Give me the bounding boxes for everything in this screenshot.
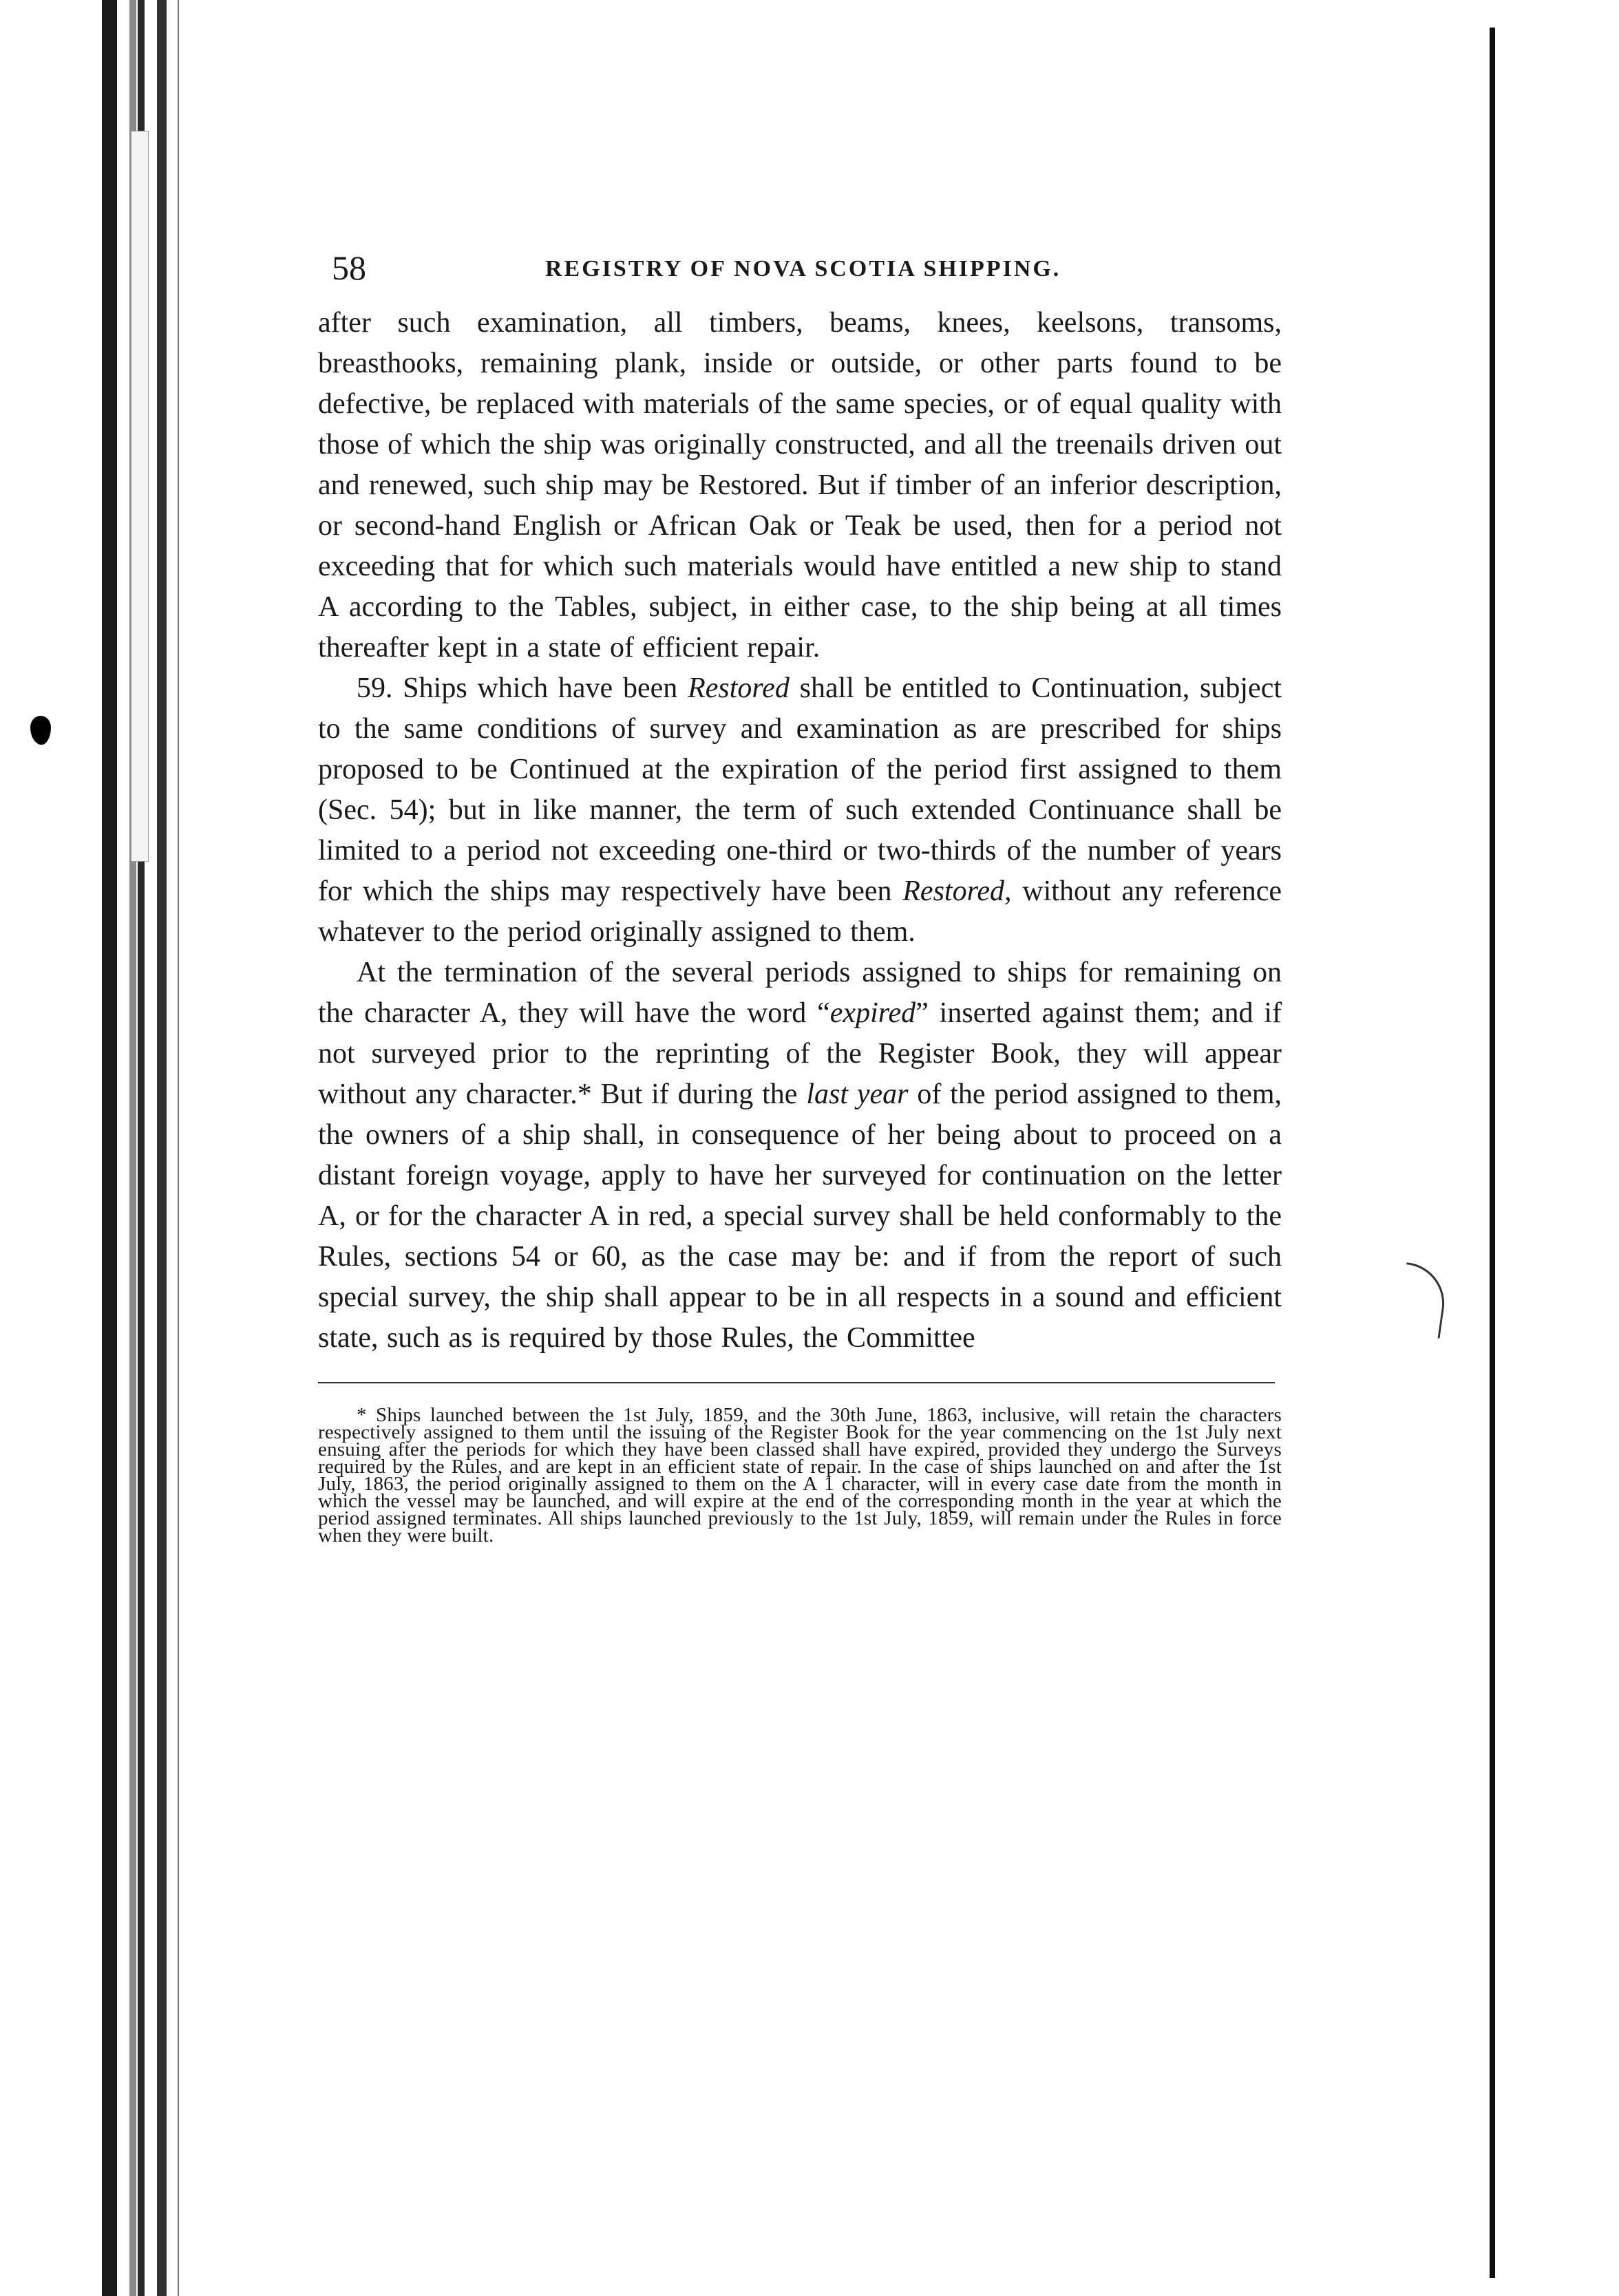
page-tab	[131, 131, 149, 862]
paragraph-text: 59. Ships which have been	[357, 672, 688, 704]
paragraph-section-59	[318, 668, 1282, 953]
italic-term: expired	[829, 997, 916, 1029]
paragraph-text: At the termination of the several periods assigned to ships for remaining on the character A, they will have the word “	[318, 957, 1282, 1029]
page-content	[318, 248, 1282, 1544]
right-page-edge	[1490, 28, 1495, 2278]
paragraph-text: after such examination, all timbers, beams, knees, keelsons, transoms, breasthooks, remaining plank, inside or outside, or other parts found to be defective, be replaced with materials of the same species, or of equal quality with those of which the ship was originally constructed, and all the treenails driven out and renewed, such ship may be Restored. But if timber of an inferior description, or second-hand English or African Oak or Teak be used, then for a period not exceeding that for which such materials would have entitled a new ship to stand A according to the Tables, subject, in either case, to the ship being at all times thereafter kept in a state of efficient repair.	[318, 307, 1282, 663]
page-edge	[178, 0, 179, 2296]
page-number: 58	[332, 248, 366, 287]
paragraph	[318, 303, 1282, 668]
paragraph-text: ” inserted against them; and if not surveyed prior to the reprinting of the Register Book, they will appear without any character.* But if during the	[318, 997, 1282, 1110]
paragraph	[318, 953, 1282, 1359]
paper-fold	[1397, 1262, 1450, 1339]
italic-term: Restored	[688, 672, 790, 704]
page-header	[318, 248, 1282, 303]
paragraph-text: of the period assigned to them, the owners of a ship shall, in consequence of her being about to proceed on a distant foreign voyage, apply to have her surveyed for continuation on the letter A, or for the character A in red, a special survey shall be held conformably to the Rules, sections 54 or 60, as the case may be: and if from the report of such special survey, the ship shall appear to be in all respects in a sound and efficient state, such as is required by those Rules, the Committee	[318, 1078, 1282, 1354]
running-title: REGISTRY OF NOVA SCOTIA SHIPPING.	[545, 256, 1061, 281]
italic-term: last year	[806, 1078, 909, 1110]
ink-blot	[30, 716, 51, 745]
binding-line	[157, 0, 167, 2296]
paragraph-text: shall be entitled to Continuation, subject to the same conditions of survey and examination as are prescribed for ships proposed to be Continued at the expiration of the period first assigned to them (Sec. 54); but in like manner, the term of such extended Continuance shall be limited to a period not exceeding one-third or two-thirds of the number of years for which the ships may respectively have been	[318, 672, 1282, 907]
footnote-divider	[318, 1382, 1275, 1383]
binding-edge	[102, 0, 117, 2296]
italic-term: Restored,	[902, 875, 1012, 907]
footnote	[318, 1404, 1282, 1546]
footnote-text: * Ships launched between the 1st July, 1859, and the 30th June, 1863, inclusive, will retain the characters respectively assigned to them until the issuing of the Register Book for the year commencing on the 1st July next ensuing after the periods for which they have been classed shall have expired, provided they undergo the Surveys required by the Rules, and are kept in an efficient state of repair. In the case of ships launched on and after the 1st July, 1863, the period originally assigned to them on the A 1 character, will in every case date from the month in which the vessel may be launched, and will expire at the end of the corresponding month in the year at which the period assigned terminates. All ships launched previously to the 1st July, 1859, will remain under the Rules in force when they were built.	[318, 1404, 1282, 1546]
body-text	[318, 303, 1282, 1359]
paragraph-text: without any reference whatever to the period originally assigned to them.	[318, 875, 1282, 948]
